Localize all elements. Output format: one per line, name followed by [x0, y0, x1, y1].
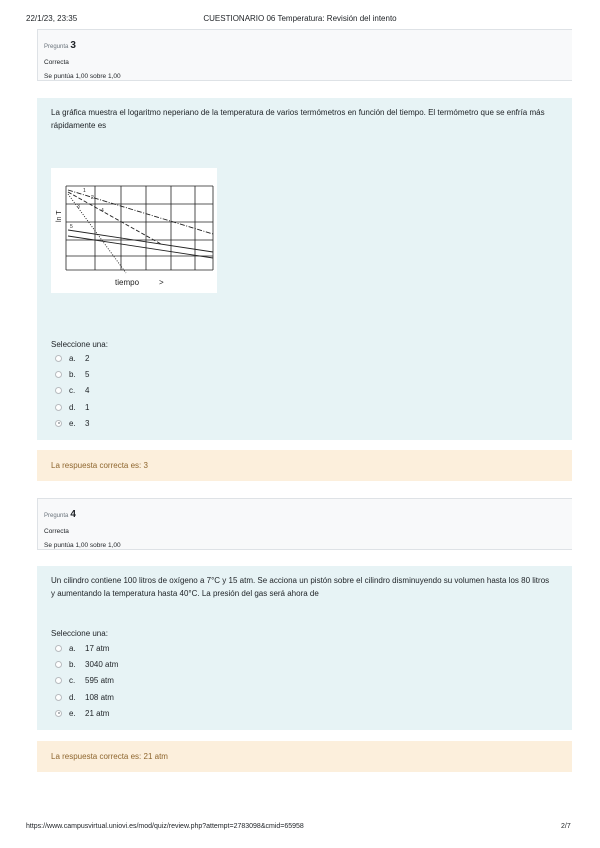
option-letter: d.	[69, 692, 76, 702]
radio-button[interactable]	[55, 404, 62, 411]
question-text-line-2: y aumentando la temperatura hasta 40°C. La presión del gas será ahora de	[51, 589, 319, 598]
option-letter: d.	[69, 402, 76, 412]
option-c[interactable]	[55, 383, 89, 399]
select-prompt: Seleccione una:	[51, 340, 108, 349]
curve-2	[68, 192, 161, 244]
radio-button[interactable]	[55, 645, 62, 652]
graph-arrow: >	[159, 278, 164, 287]
question-status: Correcta	[44, 528, 69, 535]
question-3-content	[37, 98, 572, 440]
radio-button-selected[interactable]	[55, 420, 62, 427]
option-value: 17 atm	[85, 643, 110, 653]
option-letter: a.	[69, 353, 76, 363]
option-value: 108 atm	[85, 692, 114, 702]
curve-4	[68, 230, 213, 252]
option-letter: c.	[69, 676, 76, 686]
option-e[interactable]	[55, 415, 89, 431]
radio-button[interactable]	[55, 677, 62, 684]
option-letter: a.	[69, 643, 76, 653]
question-4-content	[37, 566, 572, 730]
option-d[interactable]	[55, 399, 89, 415]
print-date: 22/1/23, 23:35	[26, 14, 78, 23]
option-e[interactable]	[55, 705, 118, 721]
question-4-info	[37, 498, 572, 550]
option-letter: e.	[69, 418, 76, 428]
question-label: Pregunta	[44, 513, 69, 519]
graph-mark: 3	[77, 204, 80, 210]
graph-svg	[51, 168, 217, 293]
option-a[interactable]	[55, 350, 89, 366]
question-text-line-2: rápidamente es	[51, 121, 107, 130]
select-prompt: Seleccione una:	[51, 629, 108, 638]
options-list	[55, 350, 89, 431]
radio-button[interactable]	[55, 661, 62, 668]
option-value: 5	[85, 369, 90, 379]
question-status: Correcta	[44, 59, 69, 66]
graph-xlabel: tiempo	[115, 278, 140, 287]
question-score: Se puntúa 1,00 sobre 1,00	[44, 542, 121, 549]
option-letter: b.	[69, 369, 76, 379]
question-text-line-1: La gráfica muestra el logaritmo neperiano de la temperatura de varios termómetros en función del tiempo. El termómetro que se enfría más	[51, 108, 545, 117]
graph-mark: 1	[83, 188, 86, 194]
option-a[interactable]	[55, 640, 118, 656]
curve-5	[68, 236, 213, 258]
option-value: 2	[85, 353, 90, 363]
graph-mark: 4	[101, 208, 104, 214]
option-letter: e.	[69, 708, 76, 718]
question-number: 4	[70, 509, 76, 520]
option-letter: c.	[69, 386, 76, 396]
option-b[interactable]	[55, 656, 118, 672]
option-value: 21 atm	[85, 708, 110, 718]
footer-url: https://www.campusvirtual.uniovi.es/mod/quiz/review.php?attempt=2783098&cmid=65958	[26, 823, 304, 830]
option-b[interactable]	[55, 366, 89, 382]
option-value: 4	[85, 386, 90, 396]
graph-grid	[66, 186, 213, 270]
radio-button[interactable]	[55, 371, 62, 378]
page-title: CUESTIONARIO 06 Temperatura: Revisión del intento	[203, 14, 397, 23]
option-c[interactable]	[55, 673, 118, 689]
option-letter: b.	[69, 659, 76, 669]
graph-ylabel: ln T	[56, 210, 63, 222]
graph-mark: 5	[70, 224, 73, 230]
graph-mark: 2	[91, 195, 94, 201]
temperature-graph	[51, 168, 217, 293]
page-number: 2/7	[561, 823, 571, 830]
option-value: 1	[85, 402, 90, 412]
question-number: 3	[70, 40, 76, 51]
correct-answer-feedback: La respuesta correcta es: 3	[37, 450, 572, 481]
question-score: Se puntúa 1,00 sobre 1,00	[44, 73, 121, 80]
radio-button[interactable]	[55, 694, 62, 701]
radio-button[interactable]	[55, 387, 62, 394]
option-d[interactable]	[55, 689, 118, 705]
option-value: 3	[85, 418, 90, 428]
correct-answer-feedback: La respuesta correcta es: 21 atm	[37, 741, 572, 772]
radio-button[interactable]	[55, 355, 62, 362]
curve-1	[68, 190, 213, 234]
question-label: Pregunta	[44, 44, 69, 50]
question-3-info	[37, 29, 572, 81]
question-text-line-1: Un cilindro contiene 100 litros de oxígeno a 7°C y 15 atm. Se acciona un pistón sobre el cilindro disminuyendo su volumen hasta los 80 litros	[51, 576, 550, 585]
options-list	[55, 640, 118, 721]
graph-curves	[68, 190, 213, 273]
radio-button-selected[interactable]	[55, 710, 62, 717]
option-value: 3040 atm	[85, 659, 119, 669]
option-value: 595 atm	[85, 676, 114, 686]
